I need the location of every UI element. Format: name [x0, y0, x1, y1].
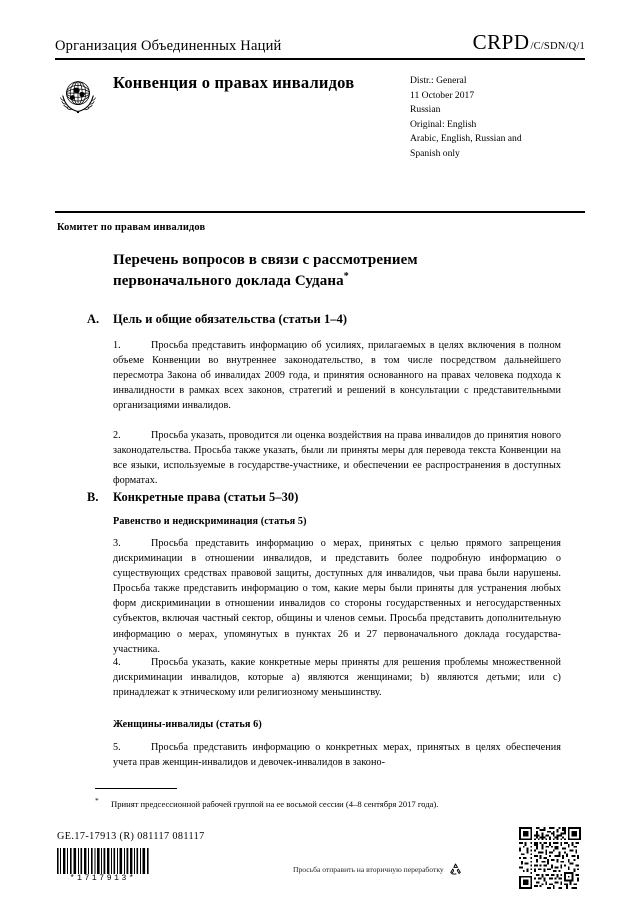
paragraph-number-1: 1.	[113, 340, 121, 351]
barcode	[57, 848, 149, 874]
document-symbol	[473, 30, 585, 55]
masthead-bottom-rule	[55, 211, 585, 213]
page-title	[113, 250, 533, 291]
paragraph-2	[113, 428, 561, 488]
distribution-block	[410, 70, 585, 161]
document-symbol-suffix: /C/SDN/Q/1	[530, 41, 585, 52]
recycle-icon	[448, 862, 463, 877]
section-heading-a	[87, 312, 557, 327]
distr-date: 11 October 2017	[410, 89, 475, 101]
paragraph-4	[113, 655, 561, 700]
distr-languages-line2: Spanish only	[410, 147, 460, 159]
recycle-text: Просьба отправить на вторичную переработку	[293, 865, 444, 874]
paragraph-text-2: Просьба указать, проводится ли оценка воздействия на права инвалидов до принятия нового законодательства. Просьба также указать, были ли приняты меры для перевода текста Конвенции на все языки, используемые в государстве-участнике, и обеспечении ее распространения в доступных форматах.	[113, 430, 561, 487]
paragraph-text-3: Просьба представить информацию о мерах, принятых с целью прямого запрещения дискриминации в отношении инвалидов, и представить более подробную информацию о существующих средствах правовой защиты, доступных для инвалидов, чьи права были нарушены. Просьба также представить информацию о том, какие меры были приняты для устранения любых форм дискриминации в отношении инвалидов со стороны государственных и негосударственных субъектов, включая частный сектор, общины и членов семьи. Просьба представить дополнительную информацию о мерах, упомянутых в пунктах 26 и 27 первоначального доклада государства-участника.	[113, 538, 561, 655]
footnote-text: Принят предсессионной рабочей группой на ее восьмой сессии (4–8 сентября 2017 года).	[111, 798, 439, 809]
committee-name: Комитет по правам инвалидов	[57, 222, 206, 233]
paragraph-5	[113, 740, 561, 770]
distr-original: Original: English	[410, 118, 477, 130]
subheading-equality: Равенство и недискриминация (статья 5)	[113, 516, 307, 527]
footnote	[95, 795, 505, 811]
barcode-number: *1717913*	[69, 874, 137, 883]
page-title-text: Перечень вопросов в связи с рассмотрением первоначального доклада Судана	[113, 252, 418, 290]
convention-title: Конвенция о правах инвалидов	[113, 73, 355, 92]
paragraph-number-5: 5.	[113, 742, 121, 753]
distr-languages-line1: Arabic, English, Russian and	[410, 133, 522, 145]
footnote-separator	[95, 788, 177, 789]
paragraph-1	[113, 338, 561, 413]
organization-name: Организация Объединенных Наций	[55, 38, 282, 54]
section-letter-b: B.	[87, 490, 99, 504]
page-title-footnote-mark: *	[343, 271, 349, 283]
masthead	[55, 30, 585, 60]
section-heading-b	[87, 490, 557, 505]
document-symbol-main: CRPD	[472, 30, 530, 54]
masthead-rule	[55, 58, 585, 60]
distr-language: Russian	[410, 104, 441, 116]
paragraph-number-4: 4.	[113, 657, 121, 668]
section-title-b: Конкретные права (статьи 5–30)	[113, 490, 299, 504]
subheading-women: Женщины-инвалиды (статья 6)	[113, 719, 262, 730]
section-title-a: Цель и общие обязательства (статьи 1–4)	[113, 312, 348, 326]
paragraph-3	[113, 536, 561, 657]
paragraph-text-4: Просьба указать, какие конкретные меры приняты для решения проблемы множественной дискриминации инвалидов, которые a) являются женщинами; b) являются детьми; или c) принадлежат к этническому или религиозному меньшинству.	[113, 657, 561, 699]
qr-code	[519, 827, 581, 889]
paragraph-text-1: Просьба представить информацию об усилиях, прилагаемых в целях включения в полном объеме Конвенции во внутреннее законодательство, в том числе посредством дальнейшего пересмотра Закона об инвалидах 2009 года, и принятия основанного на правах человека подхода к инвалидности в рамках всех законов, стратегий и решений в консультации с представительными организациями инвалидов.	[113, 340, 561, 412]
section-letter-a: A.	[87, 312, 100, 326]
un-emblem	[55, 72, 101, 118]
paragraph-text-5: Просьба представить информацию о конкретных мерах, принятых в целях обеспечения учета прав женщин-инвалидов и девочек-инвалидов в законо-	[113, 742, 561, 769]
distr-type: Distr.: General	[410, 75, 467, 86]
recycle-notice	[293, 862, 463, 877]
footnote-mark: *	[95, 796, 99, 805]
job-code: GE.17-17913 (R) 081117 081117	[57, 831, 205, 842]
title-band	[55, 70, 585, 161]
masthead-top-row	[55, 30, 585, 58]
paragraph-number-3: 3.	[113, 538, 121, 549]
paragraph-number-2: 2.	[113, 430, 121, 441]
